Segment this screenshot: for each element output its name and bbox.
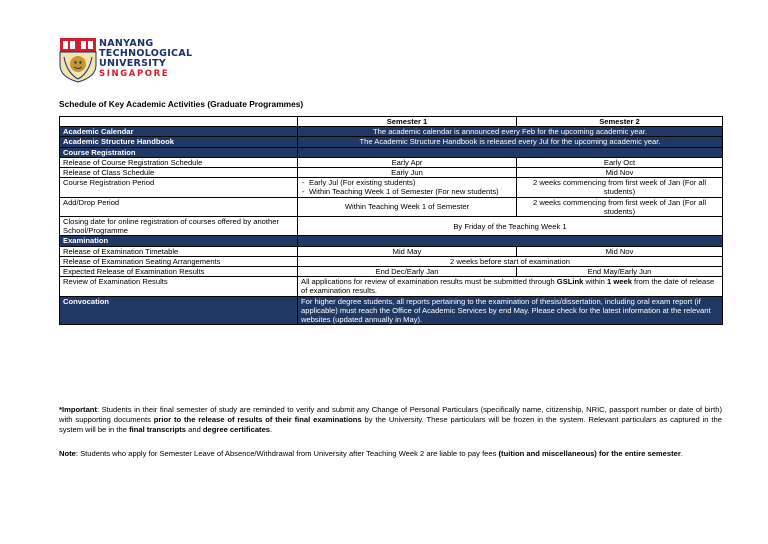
table-row — [60, 197, 723, 216]
row-label: Expected Release of Examination Results — [60, 267, 298, 277]
header-cell-semester-2: Semester 2 — [517, 117, 723, 127]
row-label: Academic Structure Handbook — [60, 137, 298, 147]
row-label: Release of Examination Timetable — [60, 246, 298, 256]
semester-2-value: Mid Nov — [517, 246, 723, 256]
section-spacer — [298, 236, 723, 246]
header-cell-activity — [60, 117, 298, 127]
table-row — [60, 137, 723, 147]
fee-note — [59, 449, 722, 459]
section-header-row — [60, 236, 723, 246]
table-header-row — [60, 117, 723, 127]
document-title: Schedule of Key Academic Activities (Graduate Programmes) — [59, 99, 304, 109]
text-run: and — [186, 425, 203, 434]
logo-text-line-1: NANYANG — [99, 38, 154, 49]
semester-2-value: 2 weeks commencing from first week of Jan (For all students) — [517, 197, 723, 216]
semester-2-value: Early Oct — [517, 157, 723, 167]
section-header-row — [60, 147, 723, 157]
semester-1-value: Within Teaching Week 1 of Semester — [298, 197, 517, 216]
emphasis-text: (tuition and miscellaneous) — [498, 449, 597, 458]
text-run: from the date of release of examination results. — [301, 277, 715, 296]
section-spacer — [298, 147, 723, 157]
semester-2-value: Mid Nov — [517, 168, 723, 178]
table-row — [60, 127, 723, 137]
section-label: Course Registration — [60, 147, 298, 157]
row-label: Review of Examination Results — [60, 277, 298, 296]
text-run: All applications for review of examination results must be submitted through — [301, 277, 557, 287]
list-item: - Within Teaching Week 1 of Semester (For new students) — [301, 187, 513, 196]
note-heading: Note — [59, 449, 76, 458]
semester-1-value: Early Apr — [298, 157, 517, 167]
header-cell-semester-1: Semester 1 — [298, 117, 517, 127]
semester-1-value: Early Jun — [298, 168, 517, 178]
row-value — [298, 277, 723, 296]
semester-1-value: End Dec/Early Jan — [298, 267, 517, 277]
important-note — [59, 405, 722, 435]
text-run: : Students in their final semester of study are reminded to verify and submit any Change of Personal Particulars (specifically name, citizenship, NRIC, passport number or date of birth) with supporting documents — [59, 405, 722, 424]
note-heading: *Important — [59, 405, 97, 414]
row-label: Convocation — [60, 296, 298, 325]
row-label: Release of Class Schedule — [60, 168, 298, 178]
emphasis-text: the entire semester — [611, 449, 681, 458]
row-label: Course Registration Period — [60, 178, 298, 197]
list-item: - Early Jul (For existing students) — [301, 178, 513, 187]
row-value: For higher degree students, all reports pertaining to the examination of thesis/dissertation, including oral exam report (if applicable) must reach the Office of Academic Services by end May. Please check for the latest information at the relevant websites (updated annually in May). — [298, 296, 723, 325]
text-run: by the University. These particulars will be frozen in the system. Relevant particulars as captured in the system will be in the — [59, 415, 722, 434]
row-label: Release of Examination Seating Arrangements — [60, 256, 298, 266]
ntu-logo — [59, 37, 193, 83]
semester-2-value: 2 weeks commencing from first week of Jan (For all students) — [517, 178, 723, 197]
semester-1-value: Mid May — [298, 246, 517, 256]
emphasis-text: prior to the release of results of their final examinations — [153, 415, 362, 424]
section-label: Examination — [60, 236, 298, 246]
emphasis-text: for — [596, 449, 612, 458]
semester-1-value — [298, 178, 517, 197]
text-run: within — [583, 277, 608, 287]
table-row — [60, 267, 723, 277]
logo-text-line-4: SINGAPORE — [99, 69, 170, 79]
emphasis-text: degree certificates — [202, 425, 271, 434]
text-run: . — [270, 425, 273, 434]
text-run: : Students who apply for Semester Leave of Absence/Withdrawal from University after Teaching Week 2 are liable to pay fees — [75, 449, 499, 458]
logo-text-line-3: UNIVERSITY — [99, 58, 167, 69]
table-row — [60, 178, 723, 197]
university-crest-icon — [59, 37, 97, 83]
semester-2-value: End May/Early Jun — [517, 267, 723, 277]
deadline-text: 1 week — [607, 277, 632, 287]
gslink-text: GSLink — [556, 277, 584, 287]
row-value: 2 weeks before start of examination — [298, 256, 723, 266]
emphasis-text: final transcripts — [129, 425, 187, 434]
table-row — [60, 256, 723, 266]
text-run: . — [680, 449, 683, 458]
table-row — [60, 246, 723, 256]
table-row — [60, 168, 723, 178]
row-label: Closing date for online registration of courses offered by another School/Programme — [60, 217, 298, 236]
table-row — [60, 157, 723, 167]
schedule-table — [59, 116, 723, 325]
row-label: Academic Calendar — [60, 127, 298, 137]
row-label: Release of Course Registration Schedule — [60, 157, 298, 167]
table-row — [60, 277, 723, 296]
row-value: The academic calendar is announced every Feb for the upcoming academic year. — [298, 127, 723, 137]
logo-text-line-2: TECHNOLOGICAL — [99, 48, 193, 59]
row-value: The Academic Structure Handbook is released every Jul for the upcoming academic year. — [298, 137, 723, 147]
row-label: Add/Drop Period — [60, 197, 298, 216]
row-value: By Friday of the Teaching Week 1 — [298, 217, 723, 236]
table-row — [60, 217, 723, 236]
table-row — [60, 296, 723, 325]
